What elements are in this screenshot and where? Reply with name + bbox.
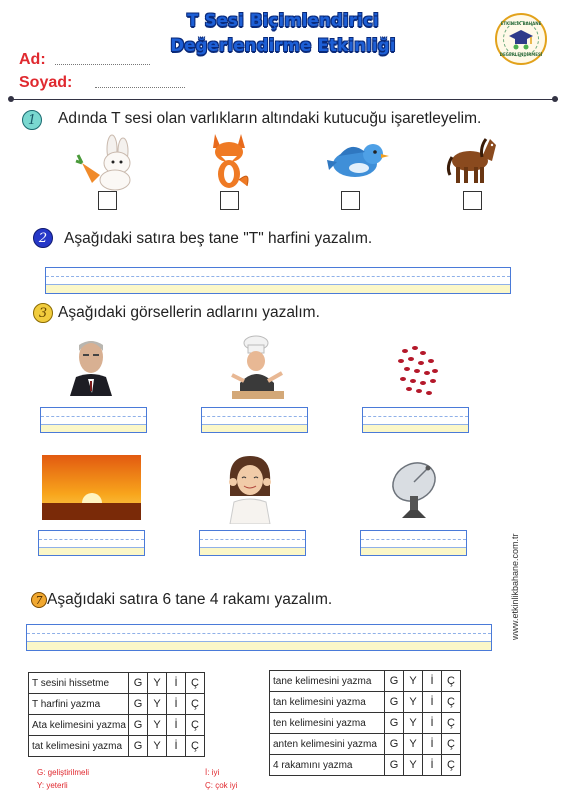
rubric-row xyxy=(270,692,461,713)
legend-g: G: geliştirilmeli xyxy=(37,768,90,777)
question-3-text: Aşağıdaki görsellerin adlarını yazalım. xyxy=(58,304,320,321)
rubric-grade-cell[interactable]: Ç xyxy=(186,736,205,757)
rubric-grade-cell[interactable]: Y xyxy=(148,715,167,736)
rubric-row xyxy=(270,713,461,734)
rubric-grade-cell[interactable]: Ç xyxy=(442,692,461,713)
rubric-grade-cell[interactable]: Ç xyxy=(186,715,205,736)
rubric-grade-cell[interactable]: İ xyxy=(423,734,442,755)
rubric-criterion: T harfini yazma xyxy=(29,694,129,715)
page-title-line1: T Sesi Biçimlendirici xyxy=(187,11,379,30)
rubric-grade-cell[interactable]: Y xyxy=(404,692,423,713)
rubric-grade-cell[interactable]: Ç xyxy=(186,694,205,715)
checkbox-fox[interactable] xyxy=(220,191,239,210)
rubric-criterion: anten kelimesini yazma xyxy=(270,734,385,755)
bird-icon xyxy=(325,138,389,184)
legend-y: Y: yeterli xyxy=(37,781,68,790)
legend-c: Ç: çok iyi xyxy=(205,781,238,790)
rubric-grade-cell[interactable]: İ xyxy=(167,736,186,757)
checkbox-rabbit[interactable] xyxy=(98,191,117,210)
graduation-cap-icon xyxy=(508,28,534,50)
rubric-grade-cell[interactable]: G xyxy=(385,755,404,776)
rubric-grade-cell[interactable]: İ xyxy=(167,694,186,715)
petals-icon xyxy=(393,343,441,399)
rubric-criterion: Ata kelimesini yazma xyxy=(29,715,129,736)
portrait-icon xyxy=(66,331,116,396)
rubric-grade-cell[interactable]: Ç xyxy=(442,671,461,692)
rubric-grade-cell[interactable]: Y xyxy=(148,736,167,757)
name-label: Ad: xyxy=(19,51,46,68)
divider-dot-left xyxy=(8,96,14,102)
question-4-text: Aşağıdaki satıra 6 tane 4 rakamı yazalım. xyxy=(47,591,333,608)
brand-badge xyxy=(495,13,547,65)
rubric-criterion: tat kelimesini yazma xyxy=(29,736,129,757)
question-number-4: 7 xyxy=(31,592,47,608)
rubric-grade-cell[interactable]: İ xyxy=(423,671,442,692)
question-1-text: Adında T sesi olan varlıkların altındaki kutucuğu işaretleyelim. xyxy=(58,110,482,127)
rabbit-icon xyxy=(72,133,138,191)
rubric-grade-cell[interactable]: İ xyxy=(167,715,186,736)
writing-line-girl[interactable] xyxy=(199,530,306,556)
rubric-criterion: T sesini hissetme xyxy=(29,673,129,694)
rubric-row xyxy=(29,736,205,757)
rubric-row xyxy=(270,755,461,776)
website-url: www.etkinlikbahane.com.tr xyxy=(510,533,520,640)
rubric-grade-cell[interactable]: Ç xyxy=(442,755,461,776)
rubric-grade-cell[interactable]: İ xyxy=(423,713,442,734)
rubric-row xyxy=(270,734,461,755)
rubric-row xyxy=(29,673,205,694)
checkbox-horse[interactable] xyxy=(463,191,482,210)
rubric-criterion: tan kelimesini yazma xyxy=(270,692,385,713)
question-2-text: Aşağıdaki satıra beş tane "T" harfini yazalım. xyxy=(64,230,373,247)
rubric-grade-cell[interactable]: G xyxy=(129,694,148,715)
rubric-grade-cell[interactable]: Y xyxy=(148,673,167,694)
writing-line-q2[interactable] xyxy=(45,267,511,294)
rubric-grade-cell[interactable]: G xyxy=(385,692,404,713)
writing-line-petals[interactable] xyxy=(362,407,469,433)
rubric-row xyxy=(29,694,205,715)
rubric-grade-cell[interactable]: Ç xyxy=(442,713,461,734)
writing-line-sunset[interactable] xyxy=(38,530,145,556)
page-title-line2: Değerlendirme Etkinliği xyxy=(170,36,396,55)
rubric-criterion: tane kelimesini yazma xyxy=(270,671,385,692)
chef-icon xyxy=(222,335,294,399)
rubric-row xyxy=(29,715,205,736)
question-number-1: 1 xyxy=(22,110,42,130)
rubric-criterion: ten kelimesini yazma xyxy=(270,713,385,734)
divider-dot-right xyxy=(552,96,558,102)
rubric-grade-cell[interactable]: Y xyxy=(404,755,423,776)
rubric-grade-cell[interactable]: Y xyxy=(404,734,423,755)
rubric-table-left xyxy=(28,672,205,757)
checkbox-bird[interactable] xyxy=(341,191,360,210)
sunset-icon xyxy=(42,455,141,520)
rubric-grade-cell[interactable]: İ xyxy=(167,673,186,694)
rubric-grade-cell[interactable]: G xyxy=(385,713,404,734)
satellite-dish-icon xyxy=(388,458,440,518)
rubric-grade-cell[interactable]: G xyxy=(129,715,148,736)
rubric-grade-cell[interactable]: İ xyxy=(423,692,442,713)
writing-line-portrait[interactable] xyxy=(40,407,147,433)
rubric-grade-cell[interactable]: G xyxy=(129,673,148,694)
writing-line-q4[interactable] xyxy=(26,624,492,651)
girl-icon xyxy=(224,452,276,524)
rubric-grade-cell[interactable]: Y xyxy=(404,671,423,692)
rubric-grade-cell[interactable]: İ xyxy=(423,755,442,776)
rubric-row xyxy=(270,671,461,692)
rubric-criterion: 4 rakamını yazma xyxy=(270,755,385,776)
rubric-grade-cell[interactable]: Ç xyxy=(186,673,205,694)
writing-line-satellite[interactable] xyxy=(360,530,467,556)
legend-i: İ: iyi xyxy=(205,768,220,777)
horse-icon xyxy=(446,133,498,187)
question-number-2: 2 xyxy=(33,228,53,248)
badge-top-text: ETKİNLİK BAHANE xyxy=(500,21,542,26)
rubric-grade-cell[interactable]: G xyxy=(129,736,148,757)
rubric-grade-cell[interactable]: G xyxy=(385,734,404,755)
surname-field[interactable] xyxy=(95,87,185,88)
header-divider xyxy=(10,99,558,100)
rubric-table-right xyxy=(269,670,461,776)
writing-line-chef[interactable] xyxy=(201,407,308,433)
badge-bottom-text: DEĞERLENDİRMESİ xyxy=(499,52,543,57)
name-field[interactable] xyxy=(55,64,150,65)
surname-label: Soyad: xyxy=(19,74,73,91)
rubric-grade-cell[interactable]: G xyxy=(385,671,404,692)
fox-icon xyxy=(205,130,253,190)
rubric-grade-cell[interactable]: Ç xyxy=(442,734,461,755)
rubric-grade-cell[interactable]: Y xyxy=(148,694,167,715)
rubric-grade-cell[interactable]: Y xyxy=(404,713,423,734)
question-number-3: 3 xyxy=(33,303,53,323)
